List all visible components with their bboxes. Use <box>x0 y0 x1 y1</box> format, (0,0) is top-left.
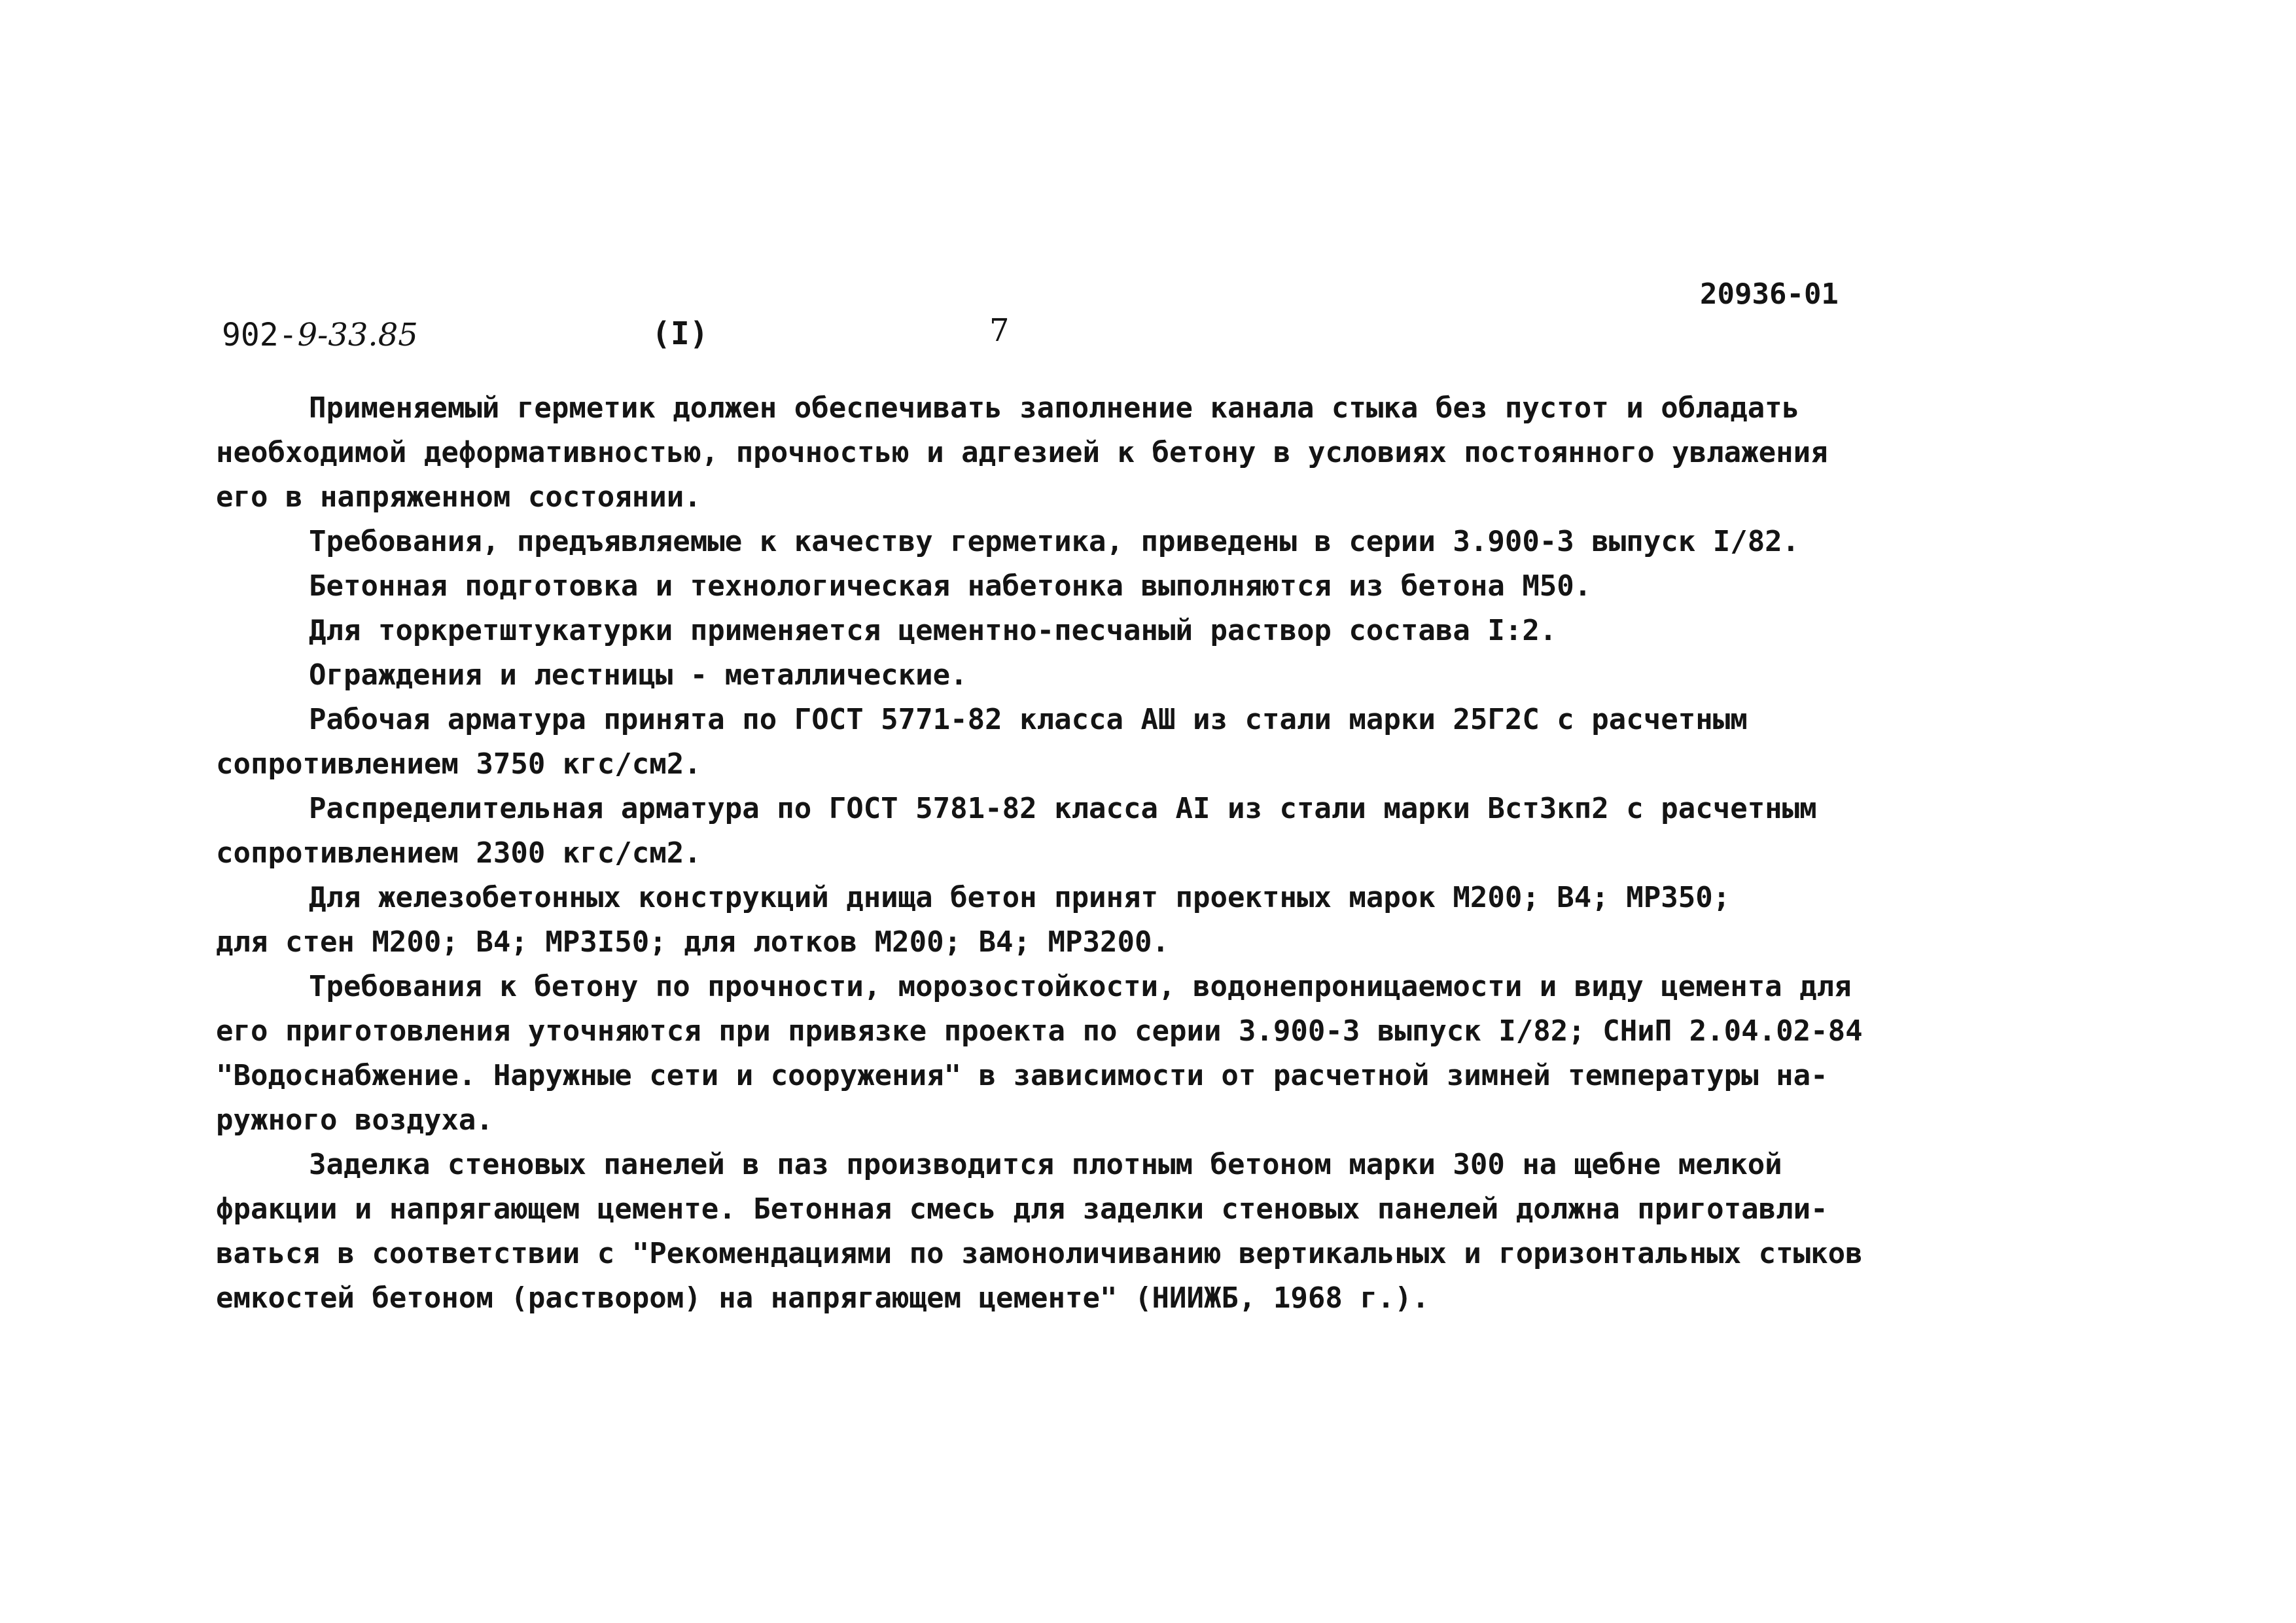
paragraph-concrete-requirements: Требования к бетону по прочности, морозостойкости, водонепроницаемости и виду цемента для его приготовления уточняются при привязке проекта по серии 3.900-3 выпуск I/82; СНиП 2.04.02-84 "Водоснабжение. Наружные сети и сооружения" в зависимости от расчетной зимней температуры на- ружного воздуха. <box>216 970 1863 1137</box>
paragraph-sealant-requirements: Требования, предъявляемые к качеству герметика, приведены в серии 3.900-3 выпуск I/82. <box>309 525 1800 558</box>
paragraph-distribution-reinforcement: Распределительная арматура по ГОСТ 5781-82 класса АI из стали марки ВстЗкп2 с расчетным сопротивлением 2300 кгс/см2. <box>216 792 1817 870</box>
document-body <box>216 386 1937 1321</box>
paragraph-sealant: Применяемый герметик должен обеспечивать заполнение канала стыка без пустот и обладать необходимой деформативностью, прочностью и адгезией к бетону в условиях постоянного увлажения его в напряженном состоянии. <box>216 391 1828 514</box>
part-number: (I) <box>652 315 709 352</box>
paragraph-concrete-grades: Для железобетонных конструкций днища бетон принят проектных марок М200; В4; МРЗ50; для стен М200; В4; МРЗI50; для лотков М200; В4; МРЗ200. <box>216 881 1731 959</box>
series-prefix: 902- <box>222 317 298 353</box>
series-number <box>222 315 418 355</box>
paragraph-working-reinforcement: Рабочая арматура принята по ГОСТ 5771-82 класса АШ из стали марки 25Г2С с расчетным сопротивлением 3750 кгс/см2. <box>216 703 1748 781</box>
series-handwritten: 9-33.85 <box>297 317 418 353</box>
paragraph-shotcrete: Для торкретштукатурки применяется цементно-песчаный раствор состава I:2. <box>309 614 1557 647</box>
paragraph-panel-embedding: Заделка стеновых панелей в паз производится плотным бетоном марки 300 на щебне мелкой фракции и напрягающем цементе. Бетонная смесь для заделки стеновых панелей должна приготавли- ваться в соответствии с "Рекомендациями по замоноличиванию вертикальных и горизонтальных стыков емкостей бетоном (раствором) на напрягающем цементе" (НИИЖБ, 1968 г.). <box>216 1148 1863 1315</box>
paragraph-railings: Ограждения и лестницы - металлические. <box>309 658 968 692</box>
document-code: 20936-01 <box>1700 277 1839 311</box>
page-number: 7 <box>989 312 1010 349</box>
paragraph-concrete-preparation: Бетонная подготовка и технологическая набетонка выполняются из бетона М50. <box>309 569 1592 603</box>
